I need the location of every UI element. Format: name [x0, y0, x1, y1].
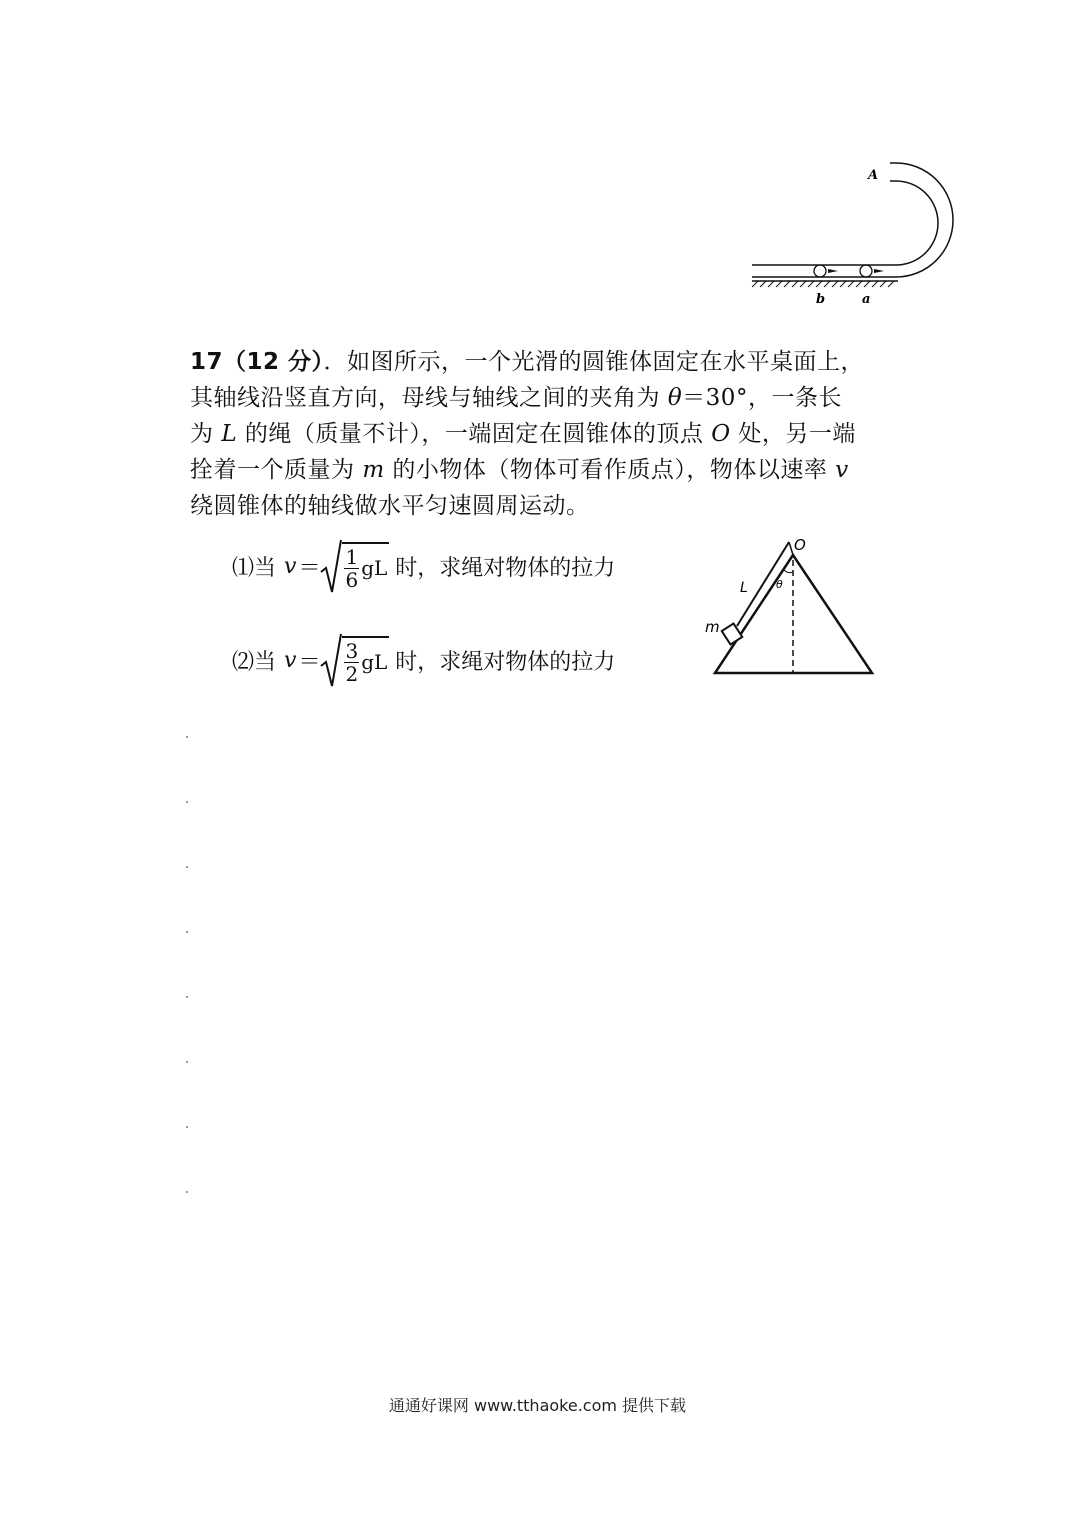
- margin-dot: [186, 866, 188, 868]
- margin-dot: [186, 1061, 188, 1063]
- sqrt-expression: [320, 538, 389, 594]
- margin-dot: [186, 736, 188, 738]
- frac-numerator: 3: [345, 638, 359, 663]
- frac-denominator: 2: [345, 661, 359, 686]
- var-theta: θ: [667, 385, 683, 411]
- sqrt-sign: [320, 538, 342, 594]
- var-L: L: [221, 421, 238, 447]
- frac-denominator: 6: [345, 567, 359, 592]
- label-A: A: [868, 168, 879, 183]
- margin-dot: [186, 801, 188, 803]
- problem-text-4a: 拴着一个质量为: [190, 457, 363, 483]
- problem-text-2a: 其轴线沿竖直方向，母线与轴线之间的夹角为: [190, 385, 668, 411]
- label-m: m: [705, 618, 720, 636]
- margin-dot: [186, 1126, 188, 1128]
- label-a: a: [862, 292, 871, 307]
- var-m: m: [362, 457, 385, 483]
- var-O: O: [711, 421, 731, 447]
- problem-line-3: [190, 416, 900, 452]
- page-footer: 通通好课网 www.tthaoke.com 提供下载: [388, 1396, 687, 1415]
- problem-text-5: 绕圆锥体的轴线做水平匀速圆周运动。: [190, 493, 590, 519]
- margin-dot: [186, 996, 188, 998]
- problem-text-3c: 处，另一端: [730, 421, 856, 447]
- sub-question-2: [232, 630, 615, 690]
- subq-prefix: ⑵当: [232, 649, 277, 675]
- problem-text-2b: ＝30°，一条长: [682, 385, 842, 411]
- problem-line-5: [190, 488, 900, 524]
- subq-prefix: ⑴当: [232, 555, 277, 581]
- label-b: b: [816, 292, 826, 307]
- cone-diagram: [700, 530, 890, 685]
- subq-var: v: [284, 647, 297, 673]
- sqrt-expression: [320, 632, 389, 688]
- label-O: O: [794, 536, 806, 554]
- sub-question-1: [232, 536, 615, 596]
- gl-term: gL: [361, 556, 388, 580]
- subq-eq: ＝: [298, 555, 321, 581]
- problem-statement: [190, 344, 900, 524]
- subq-var: v: [284, 553, 297, 579]
- label-theta: θ: [776, 578, 783, 591]
- problem-text-3b: 的绳（质量不计），一端固定在圆锥体的顶点: [237, 421, 712, 447]
- problem-line-1: [190, 344, 900, 380]
- subq-suffix: 时，求绳对物体的拉力: [395, 555, 616, 581]
- gl-term: gL: [361, 650, 388, 674]
- var-v: v: [835, 457, 849, 483]
- margin-dot: [186, 931, 188, 933]
- problem-number: 17: [190, 349, 224, 375]
- problem-text-1: ．如图所示，一个光滑的圆锥体固定在水平桌面上，: [323, 349, 865, 375]
- problem-line-2: [190, 380, 900, 416]
- subq-suffix: 时，求绳对物体的拉力: [395, 649, 616, 675]
- problem-line-4: [190, 452, 900, 488]
- problem-text-4b: 的小物体（物体可看作质点），物体以速率: [384, 457, 836, 483]
- label-L: L: [740, 580, 748, 596]
- frac-numerator: 1: [345, 544, 359, 569]
- sqrt-sign: [320, 632, 342, 688]
- problem-text-3a: 为: [190, 421, 222, 447]
- problem-score: （12 分）: [223, 349, 324, 375]
- track-diagram: [748, 155, 958, 310]
- subq-eq: ＝: [298, 649, 321, 675]
- margin-dot: [186, 1191, 188, 1193]
